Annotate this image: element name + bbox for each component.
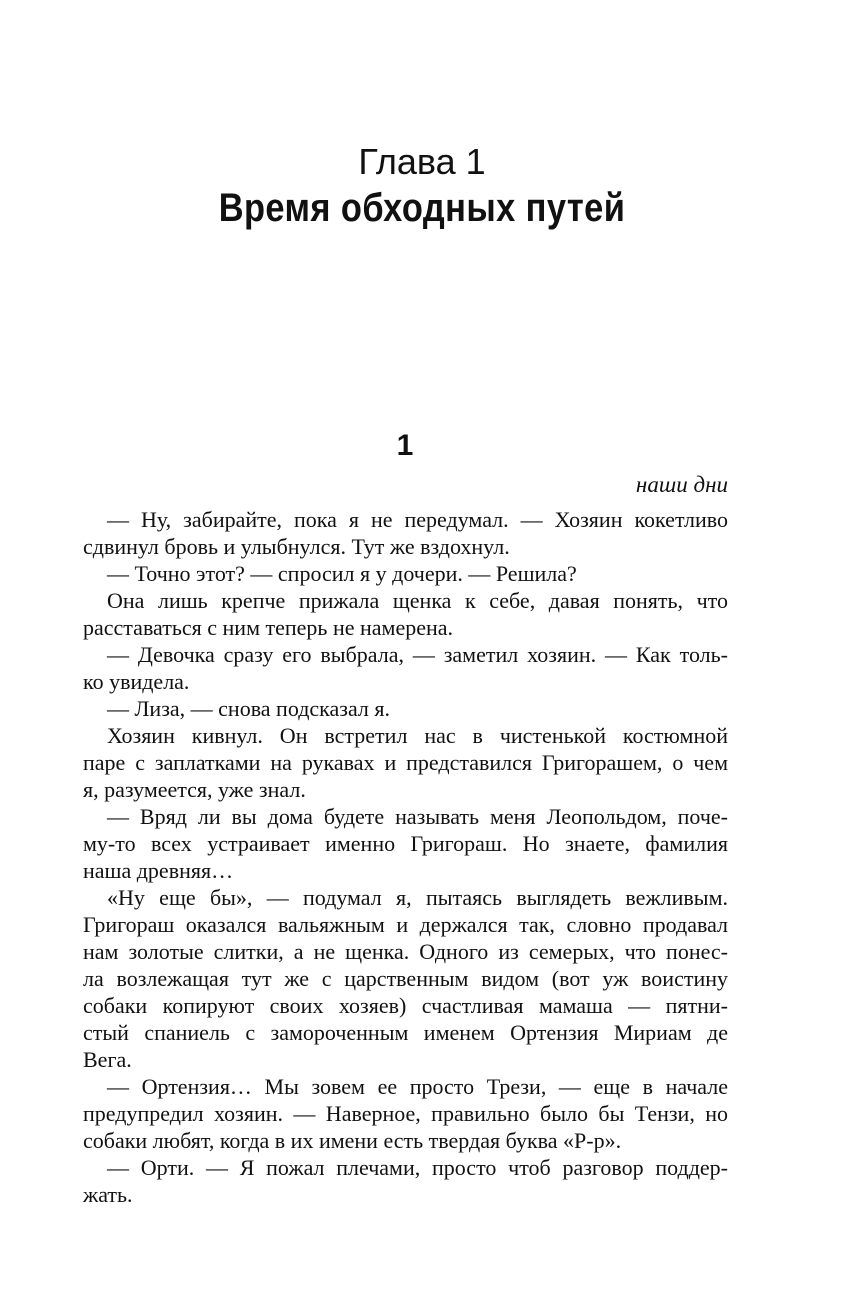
text-line: наша древняя… (83, 858, 234, 883)
chapter-title: Время обходных путей (218, 186, 626, 230)
chapter-label: Глава 1 (358, 141, 486, 182)
text-line: му-то всех устраивает именно Григораш. Но знаете, фамилия (83, 831, 728, 856)
text-line: я, разумеется, уже знал. (83, 777, 306, 802)
text-line: стый спаниель с замороченным именем Ортензия Мириам де (83, 1020, 728, 1045)
text-line: — Точно этот? — спросил я у дочери. — Решила? (107, 561, 577, 586)
epigraph: наши дни (635, 472, 728, 497)
text-line: Вега. (83, 1047, 132, 1072)
text-line: собаки копируют своих хозяев) счастливая мамаша — пятни- (83, 993, 728, 1018)
text-line: ко увидела. (83, 669, 190, 694)
text-line: ла возлежащая тут же с царственным видом (вот уж воистину (83, 966, 728, 991)
text-line: Она лишь крепче прижала щенка к себе, давая понять, что (107, 588, 728, 613)
text-line: — Орти. — Я пожал плечами, просто чтоб разговор поддер- (107, 1155, 728, 1180)
text-line: — Ортензия… Мы зовем ее просто Трези, — еще в начале (107, 1074, 728, 1099)
body-text (83, 506, 728, 1208)
text-line: Хозяин кивнул. Он встретил нас в чистенькой костюмной (107, 723, 728, 748)
section-number: 1 (396, 429, 414, 462)
text-line: — Девочка сразу его выбрала, — заметил хозяин. — Как толь- (107, 642, 728, 667)
text-line: Григораш оказался вальяжным и держался так, словно продавал (83, 912, 728, 937)
text-line: «Ну еще бы», — подумал я, пытаясь выглядеть вежливым. (107, 885, 728, 910)
text-line: — Ну, забирайте, пока я не передумал. — Хозяин кокетливо (107, 507, 728, 532)
text-line: жать. (83, 1182, 133, 1207)
text-line: расставаться с ним теперь не намерена. (83, 615, 454, 640)
text-line: сдвинул бровь и улыбнулся. Тут же вздохнул. (83, 534, 510, 559)
text-line: — Лиза, — снова подсказал я. (107, 696, 391, 721)
text-line: собаки любят, когда в их имени есть твердая буква «Р-р». (83, 1128, 622, 1153)
text-line: предупредил хозяин. — Наверное, правильно было бы Тензи, но (83, 1101, 728, 1126)
text-line: — Вряд ли вы дома будете называть меня Леопольдом, поче- (107, 804, 728, 829)
text-line: паре с заплатками на рукавах и представился Григорашем, о чем (83, 750, 728, 775)
text-line: нам золотые слитки, а не щенка. Одного из семерых, что понес- (83, 939, 728, 964)
